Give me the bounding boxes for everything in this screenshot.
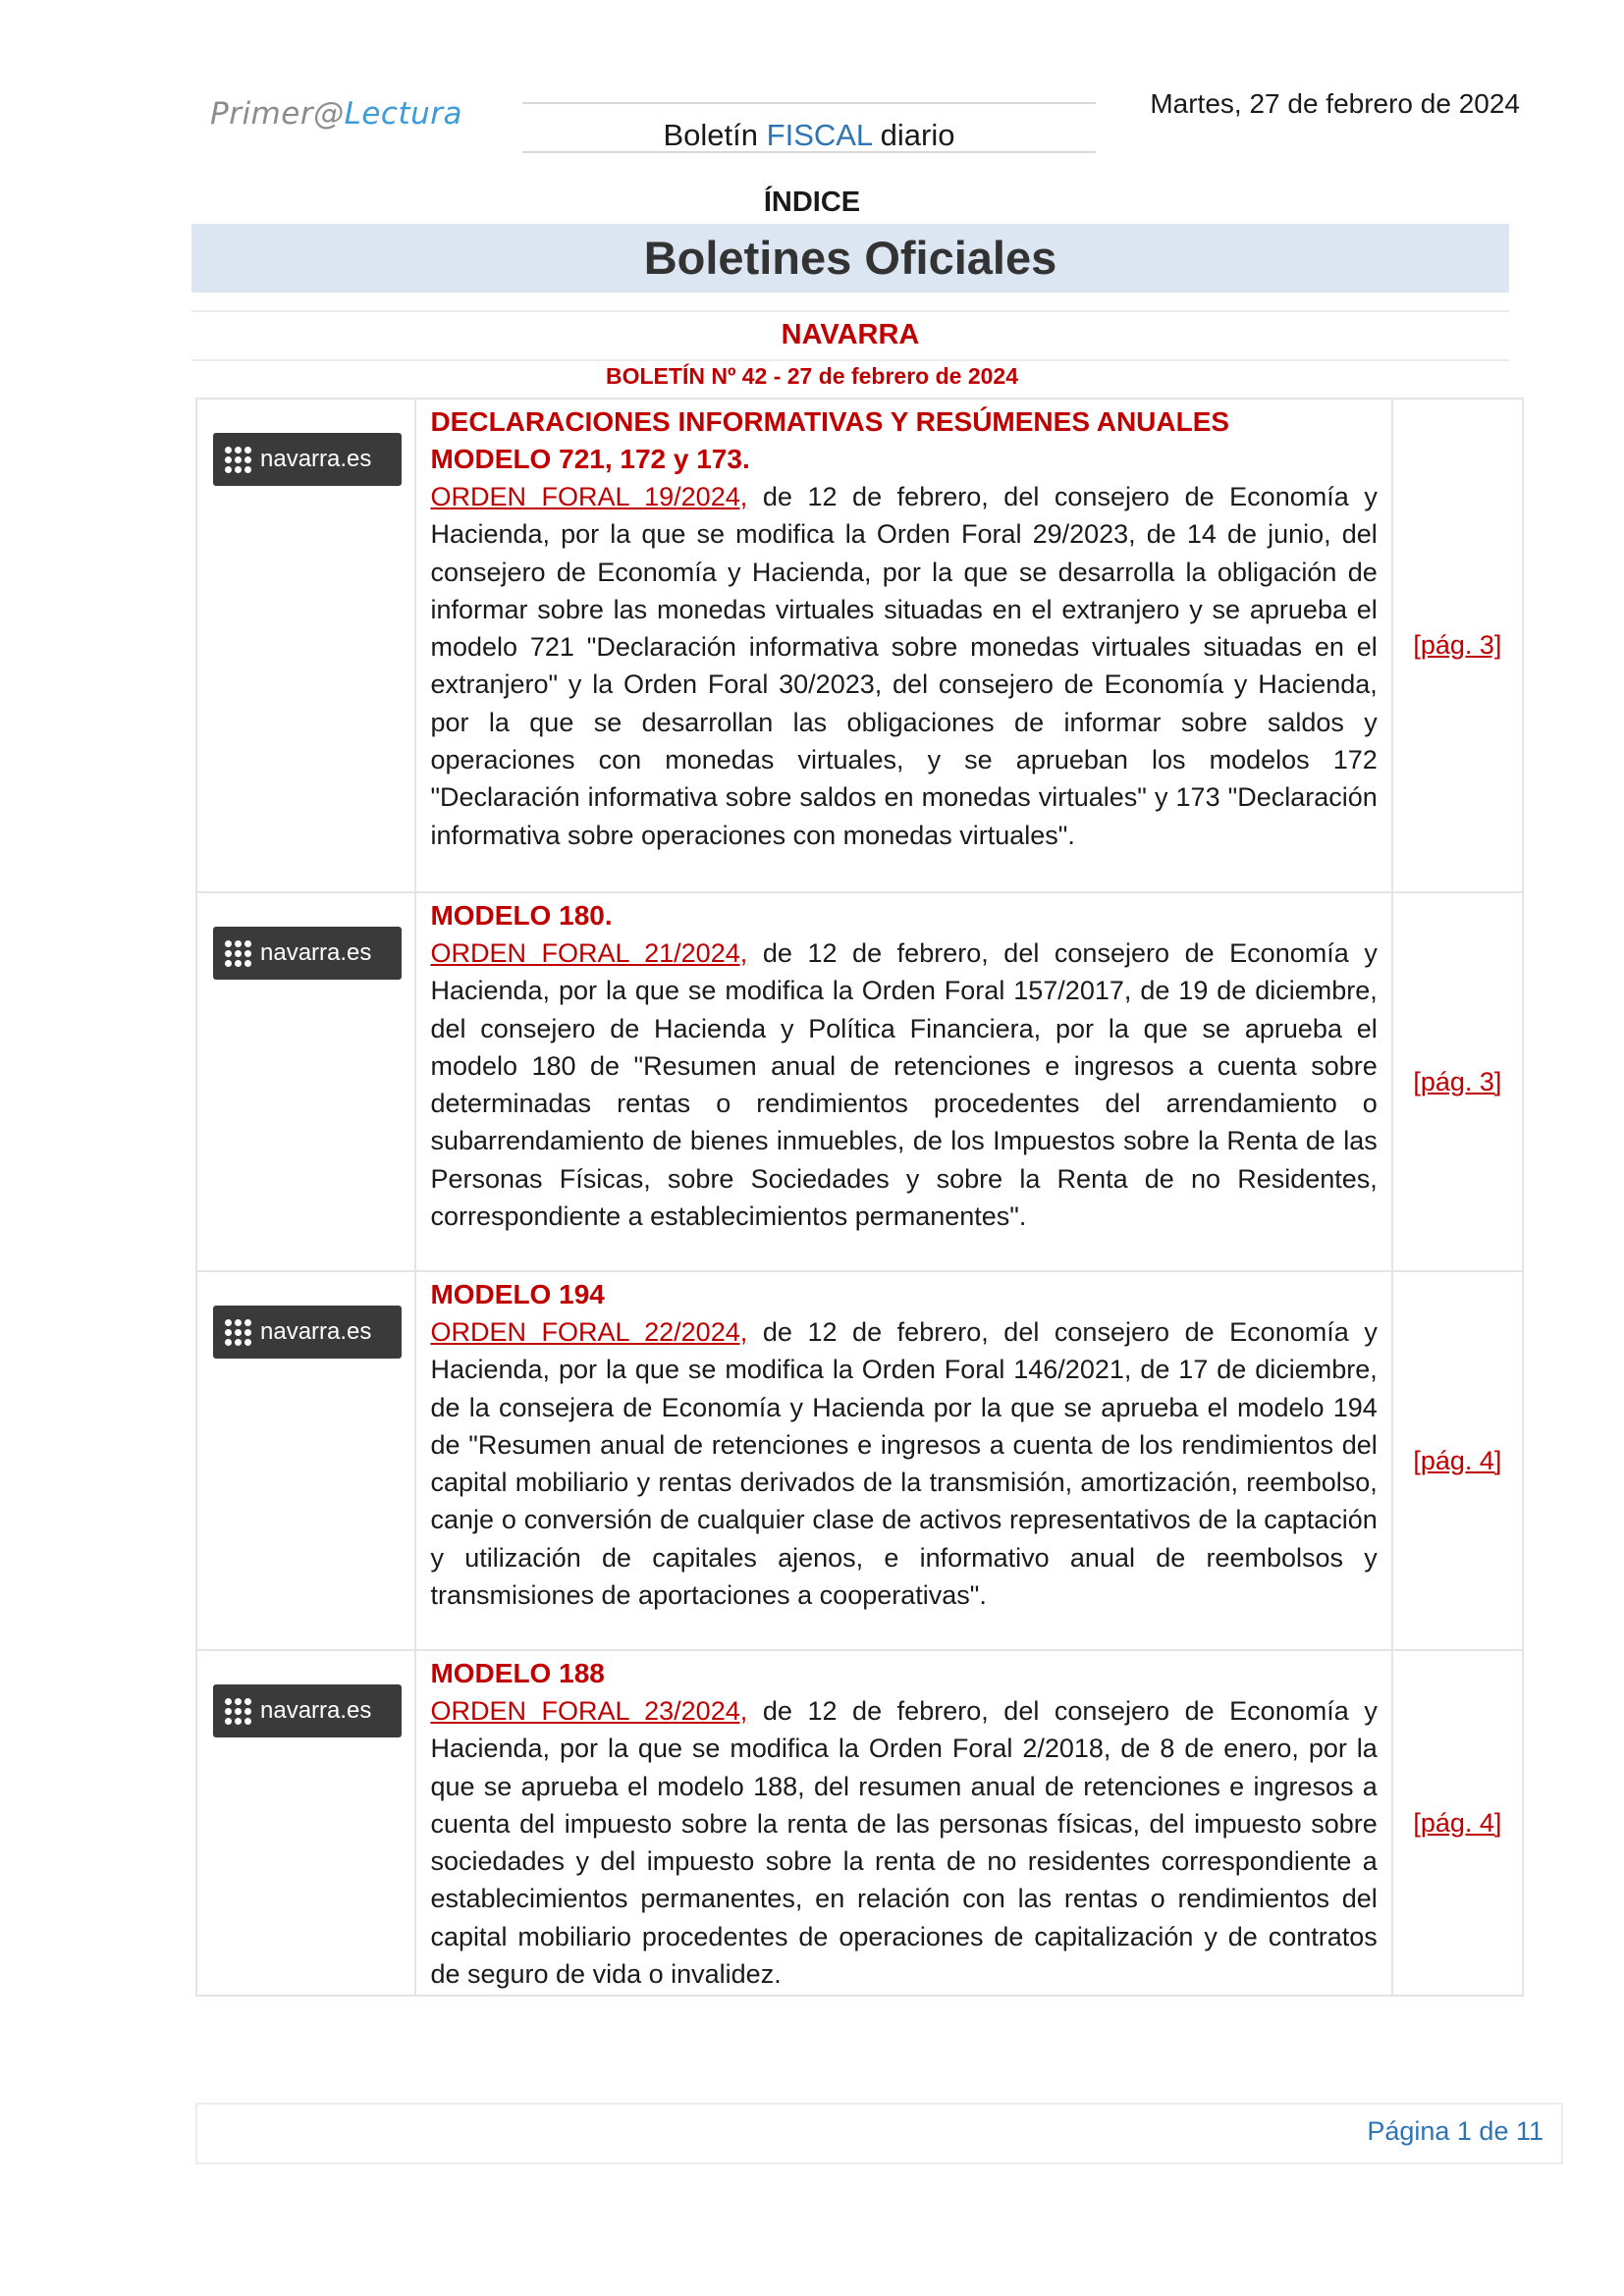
entry-heading: MODELO 194 (430, 1279, 605, 1309)
page-link[interactable]: [pág. 4] (1413, 1445, 1502, 1475)
entry-text-cell (415, 399, 1391, 892)
entry-text-cell (415, 1271, 1391, 1650)
footer (195, 2103, 1563, 2164)
page-cell (1392, 892, 1523, 1271)
table-row (196, 1271, 1523, 1650)
page-cell (1392, 1271, 1523, 1650)
logo-cell (196, 1271, 415, 1650)
entry-description: de 12 de febrero, del consejero de Economía y Hacienda, por la que se modifica la Orden Foral 157/2017, de 19 de diciembre, del consejero de Hacienda y Política Financiera, por la que se aprueba el modelo 180 de "Resumen anual de retenciones e ingresos a cuenta sobre determinadas rentas o rendimientos procedentes del arrendamiento o subarrendamiento de bienes inmuebles, de los Impuestos sobre la Renta de las Personas Físicas, sobre Sociedades y sobre la Renta de no Residentes, correspondiente a establecimientos permanentes". (430, 938, 1378, 1232)
navarra-badge-text: navarra.es (260, 446, 372, 472)
section-band-title: Boletines Oficiales (191, 224, 1509, 293)
grid-dots-icon (225, 1698, 251, 1725)
orden-foral-link[interactable]: ORDEN FORAL 19/2024, (430, 482, 748, 511)
index-label: ÍNDICE (763, 187, 861, 218)
boletin-heading: BOLETÍN Nº 42 - 27 de febrero de 2024 (606, 363, 1018, 389)
page-number: Página 1 de 11 (1367, 2116, 1543, 2146)
table-row (196, 399, 1523, 892)
entry-description: de 12 de febrero, del consejero de Economía y Hacienda, por la que se modifica la Orden Foral 2/2018, de 8 de enero, por la que se aprueba el modelo 188, del resumen anual de retenciones e ingresos a cuenta del impuesto sobre la renta de las personas físicas, del impuesto sobre sociedades y del impuesto sobre la renta de no residentes correspondiente a establecimientos permanentes, en relación con las rentas o rendimientos del capital mobiliario procedentes de operaciones de capitalización y de contratos de seguro de vida o invalidez. (430, 1696, 1378, 1990)
entry-text-cell (415, 892, 1391, 1271)
grid-dots-icon (225, 1319, 251, 1346)
navarra-badge[interactable] (213, 1306, 402, 1359)
navarra-badge[interactable] (213, 1684, 402, 1737)
navarra-badge-text: navarra.es (260, 1697, 372, 1724)
orden-foral-link[interactable]: ORDEN FORAL 21/2024, (430, 938, 748, 968)
entry-text-cell (415, 1650, 1391, 1996)
table-row (196, 892, 1523, 1271)
orden-foral-link[interactable]: ORDEN FORAL 23/2024, (430, 1696, 748, 1726)
navarra-badge[interactable] (213, 927, 402, 980)
entry-description: de 12 de febrero, del consejero de Economía y Hacienda, por la que se modifica la Orden Foral 29/2023, de 14 de junio, del consejero de Economía y Hacienda, por la que se desarrolla la obligación de informar sobre las monedas virtuales situadas en el extranjero y se aprueba el modelo 721 "Declaración informativa sobre monedas virtuales situadas en el extranjero" y la Orden Foral 30/2023, del consejero de Economía y Hacienda, por la que se desarrollan las obligaciones de informar sobre saldos y operaciones con monedas virtuales, y se aprueban los modelos 172 "Declaración informativa sobre saldos en monedas virtuales" y 173 "Declaración informativa sobre operaciones con monedas virtuales". (430, 482, 1378, 850)
table-row (196, 1650, 1523, 1996)
entry-body (430, 934, 1377, 1235)
logo-cell (196, 892, 415, 1271)
entry-body (430, 1692, 1377, 1993)
logo-text-lectura: Lectura (344, 96, 463, 132)
bulletin-title-highlight: FISCAL (766, 118, 873, 152)
entries-table (195, 398, 1524, 1997)
logo-text-primer: Primer@ (210, 96, 345, 132)
navarra-badge-text: navarra.es (260, 1318, 372, 1345)
entry-heading: MODELO 180. (430, 900, 613, 931)
page-cell (1392, 1650, 1523, 1996)
grid-dots-icon (225, 447, 251, 473)
logo-cell (196, 399, 415, 892)
entry-heading: MODELO 188 (430, 1658, 605, 1688)
entry-heading: DECLARACIONES INFORMATIVAS Y RESÚMENES ANUALES (430, 406, 1230, 437)
grid-dots-icon (225, 940, 251, 967)
page-link[interactable]: [pág. 3] (1413, 630, 1502, 660)
navarra-badge-text: navarra.es (260, 939, 372, 966)
page-cell (1392, 399, 1523, 892)
navarra-badge[interactable] (213, 433, 402, 486)
entry-body (430, 1313, 1377, 1614)
page-link[interactable]: [pág. 4] (1413, 1807, 1502, 1838)
primera-lectura-logo (210, 96, 462, 132)
page-link[interactable]: [pág. 3] (1413, 1066, 1502, 1096)
header-date: Martes, 27 de febrero de 2024 (1150, 88, 1520, 119)
entry-subheading: MODELO 721, 172 y 173. (430, 444, 750, 474)
bulletin-title-suffix: diario (880, 118, 955, 152)
bulletin-title-prefix: Boletín (663, 118, 759, 152)
logo-cell (196, 1650, 415, 1996)
bulletin-title (522, 102, 1096, 153)
region-heading: NAVARRA (191, 310, 1509, 361)
orden-foral-link[interactable]: ORDEN FORAL 22/2024, (430, 1317, 748, 1347)
entry-description: de 12 de febrero, del consejero de Economía y Hacienda, por la que se modifica la Orden Foral 146/2021, de 17 de diciembre, de la consejera de Economía y Hacienda por la que se aprueba el modelo 194 de "Resumen anual de retenciones e ingresos a cuenta de los rendimientos del capital mobiliario y rentas derivados de la transmisión, amortización, reembolso, canje o conversión de cualquier clase de activos representativos de la captación y utilización de capitales ajenos, e informativo anual de reembolsos y transmisiones de aportaciones a cooperativas". (430, 1317, 1378, 1611)
entry-body (430, 478, 1377, 854)
